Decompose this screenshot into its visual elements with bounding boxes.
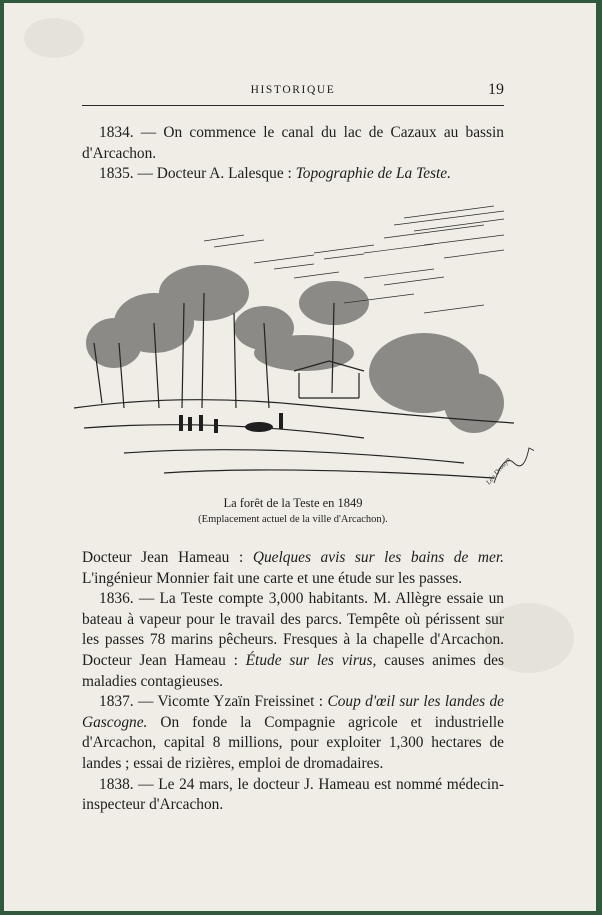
running-head: HISTORIQUE	[250, 84, 336, 96]
entry-1838: 1838. — Le 24 mars, le docteur J. Hameau est nommé médecin-inspecteur d'Arcachon.	[82, 775, 505, 814]
book-page	[4, 3, 596, 911]
illustration-subcaption: (Emplacement actuel de la ville d'Arcachon).	[198, 514, 388, 525]
entries-top	[82, 123, 504, 185]
entry-1836: 1836. — La Teste compte 3,000 habitants. M. Allègre essaie un bateau à vapeur pour le travail des parcs. Tempête où périssent sur les passes 78 marins pêcheurs. Fresques à la chapelle d'Arcachon. Docteur Jean Hameau : Étude sur les virus, causes animes des maladies contagieuses.	[82, 590, 505, 690]
entry-1837: 1837. — Vicomte Yzaïn Freissinet : Coup d'œil sur les landes de Gascogne. On fonde la Compagnie agricole et industrielle d'Arcachon, capital 8 millions, pour exploiter 1,300 hectares de landes ; essai de rizières, emploi de dromadaires.	[82, 693, 505, 772]
paragraph-hameau: Docteur Jean Hameau : Quelques avis sur les bains de mer. L'ingénieur Monnier fait une carte et une étude sur les passes.	[82, 549, 505, 587]
illustration-caption: La forêt de la Teste en 1849	[223, 496, 363, 510]
forest-engraving	[64, 193, 534, 493]
page-number: 19	[488, 81, 504, 98]
entry-1834: 1834. — On commence le canal du lac de Cazaux au bassin d'Arcachon.	[82, 124, 504, 162]
body-text	[82, 548, 504, 816]
entry-1835: 1835. — Docteur A. Lalesque : Topographie de La Teste.	[99, 165, 451, 183]
engraver-signature: Léo Drouyn	[484, 455, 512, 487]
page-header	[82, 81, 504, 106]
